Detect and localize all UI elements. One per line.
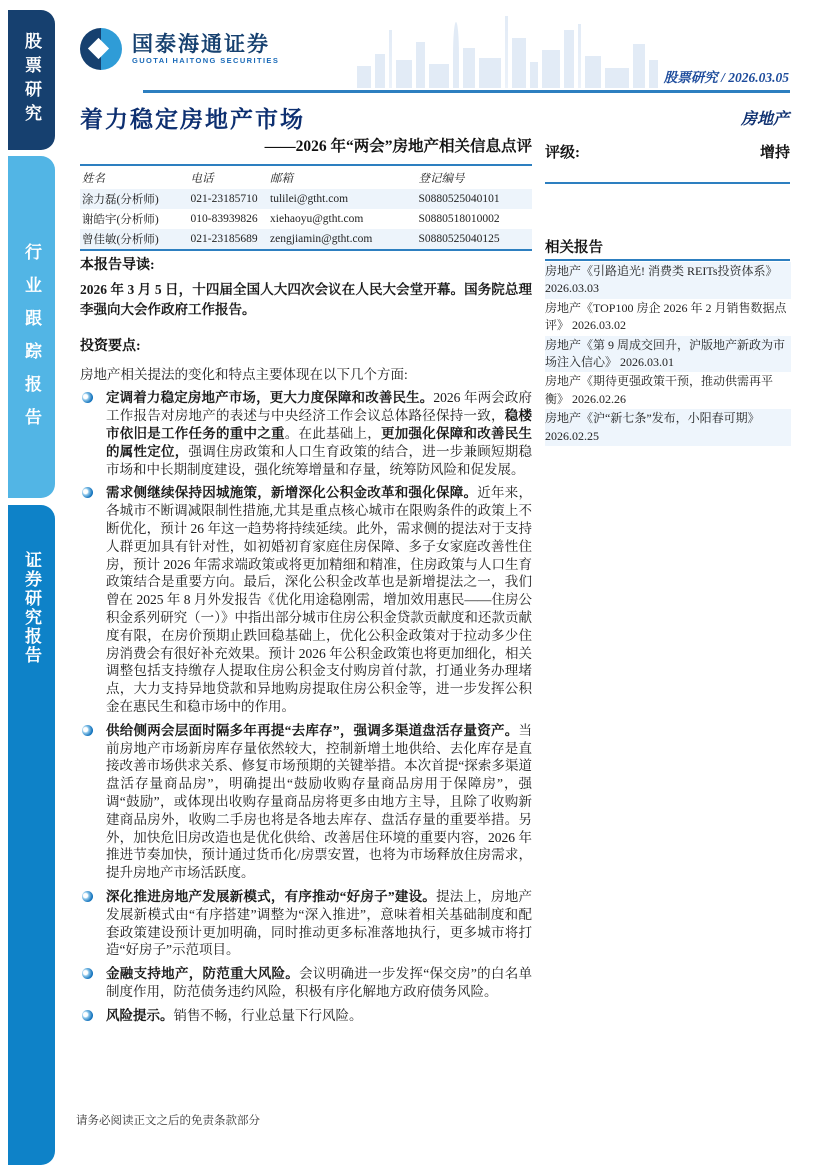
column-header-license: 登记编号 [418, 173, 465, 185]
analyst-license: S0880525040101 [418, 193, 500, 205]
sidebar-label: 行业跟踪报告 [22, 243, 41, 441]
bullet-text: 当前房地产市场新房库存量依然较大，控制新增土地供给、去化库存是直接改善市场供求关系、修复市场预期的关键举措。本次首提“探索多渠道盘活存量商品房”，明确提出“鼓励收购存量商品房用于保障房”，强调“鼓励”，或体现出收购存量商品房将更多由地方主导，且除了收购新建商品房外，收购二手房也将是各地去库存、盘活存量的重要举措。另外，加快危旧房改造也是优化供给、改善居住环境的重要内容，2026 年推进节奏加快，预计通过货币化/房票安置，也将为市场释放住房需求，提升房地产市场活跃度。 [106, 722, 532, 881]
page-title: 着力稳定房地产市场 [80, 107, 305, 132]
bullet-text: 销售不畅，行业总量下行风险。 [173, 1007, 363, 1023]
analyst-license: S0880525040125 [418, 233, 500, 245]
bullet-text: 更加强化保障和改善民生的属性定位， [106, 425, 532, 459]
bullet-item [80, 888, 532, 959]
rating-value: 增持 [759, 145, 790, 161]
sidebar-item-stock-research [8, 10, 55, 150]
report-category: 股票研究 [663, 70, 718, 85]
brand-logo-icon [80, 28, 122, 70]
analyst-row [80, 209, 532, 229]
related-report-item: 房地产《第 9 周成交回升，沪版地产新政为市场注入信心》 2026.03.01 [545, 336, 791, 373]
rating-label: 评级: [545, 145, 580, 161]
category-date-line [664, 66, 789, 86]
bullet-icon [82, 392, 93, 403]
bullet-text: 会议明确进一步发挥“保交房”的白名单制度作用，防范债务违约风险，积极有序化解地方政府债务风险。 [106, 966, 533, 999]
analyst-row [80, 229, 532, 250]
related-report-item: 房地产《引路追光! 消费类 REITs投资体系》 2026.03.03 [545, 262, 791, 299]
bullet-text: 供给侧两会层面时隔多年再提“去库存”，强调多渠道盘活存量资产。 [106, 722, 519, 738]
bullet-text: 。在此基础上， [284, 425, 381, 441]
bullet-text: 金融支持地产，防范重大风险。 [106, 966, 300, 982]
bullet-item [80, 1007, 532, 1025]
brand-name-cn: 国泰海通证券 [132, 31, 270, 56]
bullet-icon [82, 891, 93, 902]
bullet-item [80, 389, 532, 478]
bullet-icon [82, 487, 93, 498]
sidebar-item-securities-research [8, 505, 55, 1165]
brand-text [132, 33, 279, 65]
analyst-email: xiehaoyu@gtht.com [270, 213, 364, 225]
bullet-icon [82, 1010, 93, 1021]
bullet-text: 2026 年两会政府工作报告对房地产的表述与中央经济工作会议总体路径保持一致， [106, 390, 533, 424]
analyst-name: 涂力磊(分析师) [82, 194, 159, 206]
sidebar-label: 股票研究 [22, 32, 41, 128]
bullet-icon [82, 725, 93, 736]
column-header-email: 邮箱 [270, 173, 294, 185]
analyst-row [80, 189, 532, 209]
separator: / [721, 70, 725, 85]
brand-logo [80, 28, 279, 70]
related-report-item: 房地产《TOP100 房企 2026 年 2 月销售数据点评》 2026.03.02 [545, 300, 787, 333]
bullet-text: 定调着力稳定房地产市场，更大力度保障和改善民生。 [106, 390, 434, 406]
analyst-table [80, 164, 532, 251]
related-report-item: 房地产《沪“新七条”发布，小阳春可期》 2026.02.25 [545, 409, 791, 446]
analyst-phone: 010-83939826 [190, 213, 258, 225]
bullet-text: 风险提示。 [106, 1007, 174, 1023]
rating-row [545, 141, 790, 162]
analyst-license: S0880518010002 [418, 213, 500, 225]
bullet-text: 强调住房政策和人口生育政策的结合，进一步兼顾短期稳市场和中长期制度建设，强化统筹增量和存量，统筹防风险和促发展。 [106, 443, 532, 477]
bullet-text: 提法上，房地产发展新模式由“有序搭建”调整为“深入推进”，意味着相关基础制度和配套政策建设预计更加明确，同时推动更多标准落地执行，更多城市将打造“好房子”示范项目。 [106, 888, 533, 958]
analyst-table-header-row [80, 165, 532, 189]
analyst-email: zengjiamin@gtht.com [270, 233, 373, 245]
bullet-text: 深化推进房地产发展新模式，有序推动“好房子”建设。 [106, 888, 437, 904]
bullet-text: 需求侧继续保持因城施策，新增深化公积金改革和强化保障。 [106, 485, 478, 501]
analyst-name: 曾佳敏(分析师) [82, 234, 159, 246]
related-report-item: 房地产《期待更强政策干预，推动供需再平衡》 2026.02.26 [545, 374, 774, 406]
disclaimer-note: 请务必阅读正文之后的免责条款部分 [76, 1115, 260, 1127]
bullet-item [80, 965, 532, 1001]
sidebar-item-industry-tracking [8, 156, 55, 498]
column-header-name: 姓名 [82, 173, 105, 185]
bullet-item [80, 484, 532, 715]
analyst-name: 谢皓宇(分析师) [82, 214, 159, 226]
bullet-icon [82, 968, 93, 979]
report-body [80, 257, 532, 1024]
report-subtitle: ——2026 年“两会”房地产相关信息点评 [264, 138, 532, 155]
column-header-phone: 电话 [190, 173, 214, 185]
bullet-text: 稳楼市依旧是工作任务的重中之重 [106, 408, 532, 441]
header-divider [143, 90, 790, 93]
sidebar-label: 证券研究报告 [22, 551, 41, 665]
key-points-intro: 房地产相关提法的变化和特点主要体现在以下几个方面: [80, 366, 408, 382]
key-points-heading: 投资要点: [80, 338, 141, 354]
related-reports-heading: 相关报告 [545, 240, 603, 256]
rating-divider [545, 182, 790, 184]
related-reports-list [545, 262, 791, 446]
report-date: 2026.03.05 [728, 70, 789, 85]
analyst-phone: 021-23185689 [190, 233, 258, 245]
analyst-phone: 021-23185710 [190, 193, 258, 205]
analyst-email: tulilei@gtht.com [270, 193, 349, 205]
related-reports-divider [545, 259, 790, 261]
digest-text: 2026 年 3 月 5 日，十四届全国人大四次会议在人民大会堂开幕。国务院总理李强向大会作政府工作报告。 [80, 281, 532, 317]
brand-name-en: GUOTAI HAITONG SECURITIES [132, 56, 280, 66]
industry-label: 房地产 [740, 111, 789, 128]
digest-heading: 本报告导读: [80, 258, 155, 273]
bullet-item [80, 722, 532, 882]
key-points-list [80, 389, 532, 1024]
bullet-text: 近年来，各城市不断调减限制性措施,尤其是重点核心城市在限购条件的政策上不断优化，预计 26 年这一趋势将持续延续。此外，需求侧的提法对于支持人群更加具有针对性，如初婚初育家庭住房保障、多子女家庭改善性住房，预计 2026 年需求端政策或将更加精细和精准，住房政策与人口生育政策结合是重要方向。最后，深化公积金改革也是新增提法之一，我们曾在 2025 年 8 月外发报告《优化用途稳刚需，增加效用惠民——住房公积金系列研究（一）》中指出部分城市住房公积金贷款贡献度和还款贡献度有限，在房价预期止跌回稳基础上，优化公积金政策对于拉动多少住房消费会有很好补充效果。预计 2026 年公积金政策也将更加细化，相关调整包括支持缴存人提取住房公积金支付购房首付款，打通业务办理堵点，大力支持异地贷款和异地购房提取住房公积金等，进一步发挥公积金在惠民生和稳市场中的作用。 [106, 485, 532, 714]
